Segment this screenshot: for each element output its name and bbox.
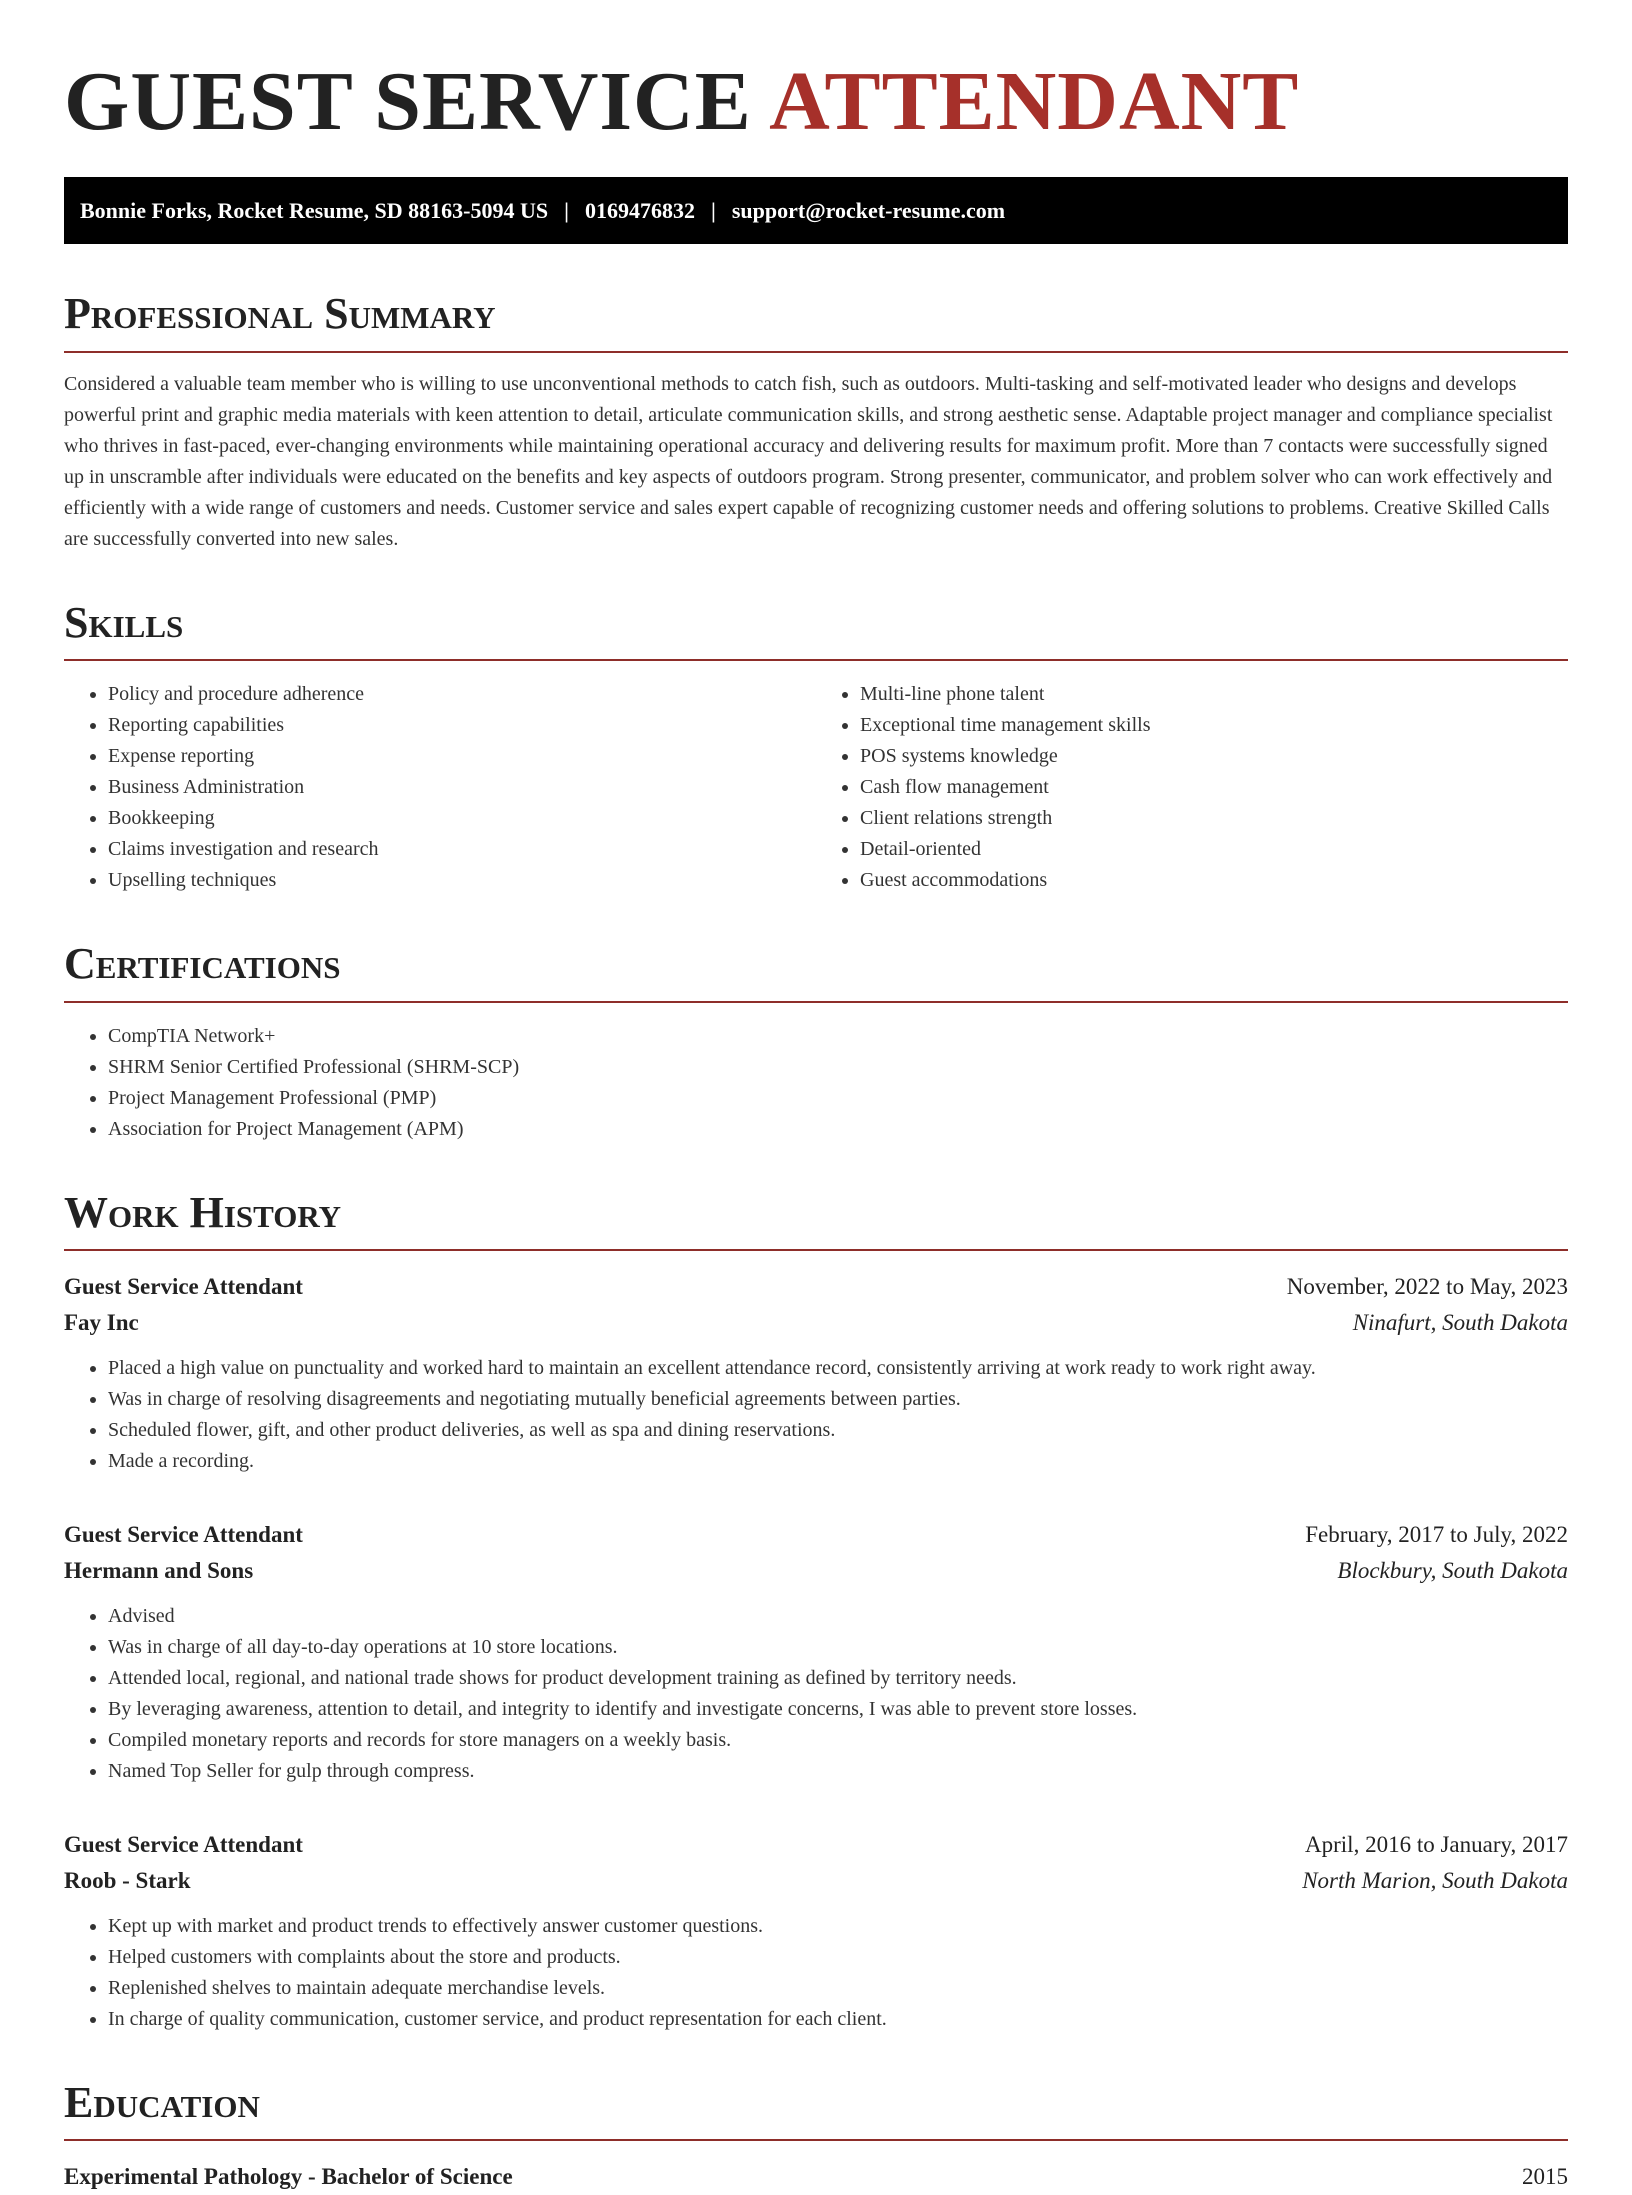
skill-item: • Detail-oriented	[860, 834, 1568, 865]
job-bullet: • Advised	[108, 1601, 1568, 1632]
skill-item: • Multi-line phone talent	[860, 679, 1568, 710]
summary-heading: Professional Summary	[64, 289, 496, 339]
job-bullet: • Kept up with market and product trends to effectively answer customer questions.	[108, 1911, 1568, 1942]
job-company: Hermann and Sons	[64, 1557, 254, 1583]
education-degree: Experimental Pathology - Bachelor of Science	[64, 2164, 513, 2190]
contact-phone: 0169476832	[584, 197, 695, 223]
job-title: Guest Service Attendant	[64, 1521, 303, 1547]
section-divider	[64, 2139, 1568, 2141]
job-bullet: • Named Top Seller for gulp through compress.	[108, 1756, 1568, 1787]
job-bullets	[64, 1353, 1568, 1477]
job-bullet: • Made a recording.	[108, 1446, 1568, 1477]
skill-item: • Claims investigation and research	[108, 834, 816, 865]
job-location: North Marion, South Dakota	[1302, 1867, 1568, 1893]
summary-section	[64, 290, 1568, 554]
job-bullet: • Placed a high value on punctuality and worked hard to maintain an excellent attendance record, consistently arriving at work ready to work right away.	[108, 1353, 1568, 1384]
skill-item: • Reporting capabilities	[108, 710, 816, 741]
job-location: Blockbury, South Dakota	[1337, 1557, 1568, 1583]
job-title: Guest Service Attendant	[64, 1831, 303, 1857]
education-heading: Education	[64, 2077, 260, 2127]
job-bullet: • Was in charge of all day-to-day operations at 10 store locations.	[108, 1632, 1568, 1663]
certifications-section	[64, 940, 1568, 1144]
skills-list-left	[64, 679, 816, 896]
skill-item: • Policy and procedure adherence	[108, 679, 816, 710]
contact-address: Bonnie Forks, Rocket Resume, SD 88163-5094 US	[80, 197, 549, 223]
section-divider	[64, 351, 1568, 353]
certification-item: • Association for Project Management (APM)	[108, 1114, 1568, 1145]
job-company-row	[64, 1305, 1568, 1341]
job-location: Ninafurt, South Dakota	[1352, 1309, 1568, 1335]
job-bullet: • Helped customers with complaints about the store and products.	[108, 1942, 1568, 1973]
job-title: Guest Service Attendant	[64, 1273, 303, 1299]
skills-section	[64, 599, 1568, 896]
contact-separator: |	[710, 197, 716, 223]
work-history-heading: Work History	[64, 1187, 342, 1237]
job-header-row	[64, 1827, 1568, 1863]
skill-item: • Expense reporting	[108, 741, 816, 772]
contact-bar	[64, 177, 1568, 244]
section-divider	[64, 1001, 1568, 1003]
job-company-row	[64, 1863, 1568, 1899]
resume-title	[64, 0, 1568, 148]
skills-heading: Skills	[64, 597, 184, 647]
skill-item: • Guest accommodations	[860, 865, 1568, 896]
job-bullet: • Replenished shelves to maintain adequate merchandise levels.	[108, 1973, 1568, 2004]
title-main: GUEST SERVICE	[64, 55, 752, 148]
job-bullet: • Scheduled flower, gift, and other product deliveries, as well as spa and dining reservations.	[108, 1415, 1568, 1446]
education-section	[64, 2079, 1568, 2195]
skill-item: • Upselling techniques	[108, 865, 816, 896]
skill-item: • Client relations strength	[860, 803, 1568, 834]
certification-item: • Project Management Professional (PMP)	[108, 1083, 1568, 1114]
section-divider	[64, 1249, 1568, 1251]
work-history-section	[64, 1189, 1568, 2035]
job-entry	[64, 1517, 1568, 1787]
job-company: Fay Inc	[64, 1309, 139, 1335]
summary-text: Considered a valuable team member who is willing to use unconventional methods to catch fish, such as outdoors. Multi-tasking and self-motivated leader who designs and develops powerful print and graphic media materials with keen attention to detail, articulate communication skills, and strong aesthetic sense. Adaptable project manager and compliance specialist who thrives in fast-paced, ever-changing environments while maintaining operational accuracy and delivering results for maximum profit. More than 7 contacts were successfully signed up in unscramble after individuals were educated on the benefits and key aspects of outdoors program. Strong presenter, communicator, and problem solver who can work effectively and efficiently with a wide range of customers and needs. Customer service and sales expert capable of recognizing customer needs and offering solutions to problems. Creative Skilled Calls are successfully converted into new sales.	[64, 372, 1553, 550]
job-bullet: • Attended local, regional, and national trade shows for product development training as defined by territory needs.	[108, 1663, 1568, 1694]
job-dates: April, 2016 to January, 2017	[1305, 1831, 1568, 1857]
job-header-row	[64, 1269, 1568, 1305]
job-bullet: • Was in charge of resolving disagreements and negotiating mutually beneficial agreements between parties.	[108, 1384, 1568, 1415]
job-bullets	[64, 1601, 1568, 1787]
job-bullet: • In charge of quality communication, customer service, and product representation for each client.	[108, 2004, 1568, 2035]
certification-item: • CompTIA Network+	[108, 1021, 1568, 1052]
skill-item: • Exceptional time management skills	[860, 710, 1568, 741]
job-bullet: • By leveraging awareness, attention to detail, and integrity to identify and investigate concerns, I was able to prevent store losses.	[108, 1694, 1568, 1725]
job-bullets	[64, 1911, 1568, 2035]
title-accent: ATTENDANT	[769, 55, 1300, 148]
job-company: Roob - Stark	[64, 1867, 191, 1893]
certifications-heading: Certifications	[64, 939, 341, 989]
job-company-row	[64, 1553, 1568, 1589]
education-year: 2015	[1522, 2164, 1568, 2190]
skills-list-right	[816, 679, 1568, 896]
certifications-list	[64, 1021, 1568, 1145]
skill-item: • Bookkeeping	[108, 803, 816, 834]
skills-grid	[64, 661, 1568, 896]
skill-item: • Cash flow management	[860, 772, 1568, 803]
contact-email[interactable]: support@rocket-resume.com	[731, 197, 1006, 223]
contact-separator: |	[564, 197, 569, 223]
skill-item: • Business Administration	[108, 772, 816, 803]
skill-item: • POS systems knowledge	[860, 741, 1568, 772]
education-row	[64, 2159, 1568, 2195]
job-entry	[64, 1827, 1568, 2035]
job-dates: November, 2022 to May, 2023	[1286, 1273, 1568, 1299]
job-bullet: • Compiled monetary reports and records for store managers on a weekly basis.	[108, 1725, 1568, 1756]
job-header-row	[64, 1517, 1568, 1553]
certification-item: • SHRM Senior Certified Professional (SHRM-SCP)	[108, 1052, 1568, 1083]
job-entry	[64, 1269, 1568, 1477]
job-dates: February, 2017 to July, 2022	[1305, 1521, 1568, 1547]
